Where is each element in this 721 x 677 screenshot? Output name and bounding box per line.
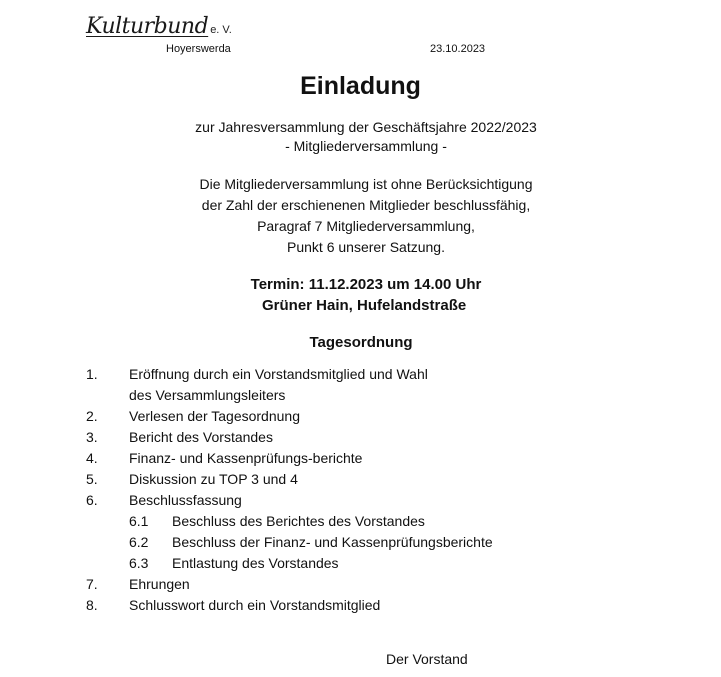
agenda-subitem-text: Beschluss des Berichtes des Vorstandes	[172, 513, 425, 529]
agenda-heading: Tagesordnung	[309, 334, 413, 351]
place-label: Hoyerswerda	[166, 43, 231, 55]
subtitle-line: zur Jahresversammlung der Geschäftsjahre 2022/2023	[195, 119, 537, 135]
agenda-item-text: Diskussion zu TOP 3 und 4	[129, 471, 298, 487]
agenda-item-number: 7.	[86, 576, 98, 592]
agenda-subitem-number: 6.3	[129, 555, 149, 571]
agenda-item-text: Schlusswort durch ein Vorstandsmitglied	[129, 597, 381, 613]
agenda-item-number: 5.	[86, 471, 98, 487]
paragraph-line: der Zahl der erschienenen Mitglieder beschlussfähig,	[201, 197, 531, 213]
appointment-date: Termin: 11.12.2023 um 14.00 Uhr	[250, 276, 482, 293]
agenda-item-text: des Versammlungsleiters	[129, 387, 286, 403]
agenda-subitem-text: Beschluss der Finanz- und Kassenprüfungsberichte	[172, 534, 493, 550]
agenda-item-text: Eröffnung durch ein Vorstandsmitglied und Wahl	[129, 366, 428, 382]
logo-suffix: e. V.	[210, 24, 232, 36]
agenda-subitem-number: 6.1	[129, 513, 149, 529]
agenda-item-number: 8.	[86, 597, 98, 613]
agenda-item-number: 6.	[86, 492, 98, 508]
paragraph-line: Punkt 6 unserer Satzung.	[287, 239, 445, 255]
agenda-item-text: Finanz- und Kassenprüfungs-berichte	[129, 450, 363, 466]
agenda-item-number: 4.	[86, 450, 98, 466]
agenda-item-text: Verlesen der Tagesordnung	[129, 408, 300, 424]
agenda-item-text: Bericht des Vorstandes	[129, 429, 273, 445]
appointment-location: Grüner Hain, Hufelandstraße	[262, 297, 467, 314]
paragraph-line: Paragraf 7 Mitgliederversammlung,	[257, 218, 475, 234]
agenda-item-number: 1.	[86, 366, 98, 382]
agenda-item-text: Ehrungen	[129, 576, 190, 592]
agenda-item-number: 3.	[86, 429, 98, 445]
agenda-subitem-number: 6.2	[129, 534, 149, 550]
agenda-item-number: 2.	[86, 408, 98, 424]
date-label: 23.10.2023	[430, 43, 486, 55]
agenda-item-text: Beschlussfassung	[129, 492, 242, 508]
document-title: Einladung	[300, 72, 421, 100]
logo-wordmark: Kulturbund	[86, 14, 209, 39]
agenda-subitem-text: Entlastung des Vorstandes	[172, 555, 339, 571]
subtitle-line: - Mitgliederversammlung -	[285, 138, 447, 154]
paragraph-line: Die Mitgliederversammlung ist ohne Berücksichtigung	[199, 176, 533, 192]
signature: Der Vorstand	[386, 651, 468, 667]
